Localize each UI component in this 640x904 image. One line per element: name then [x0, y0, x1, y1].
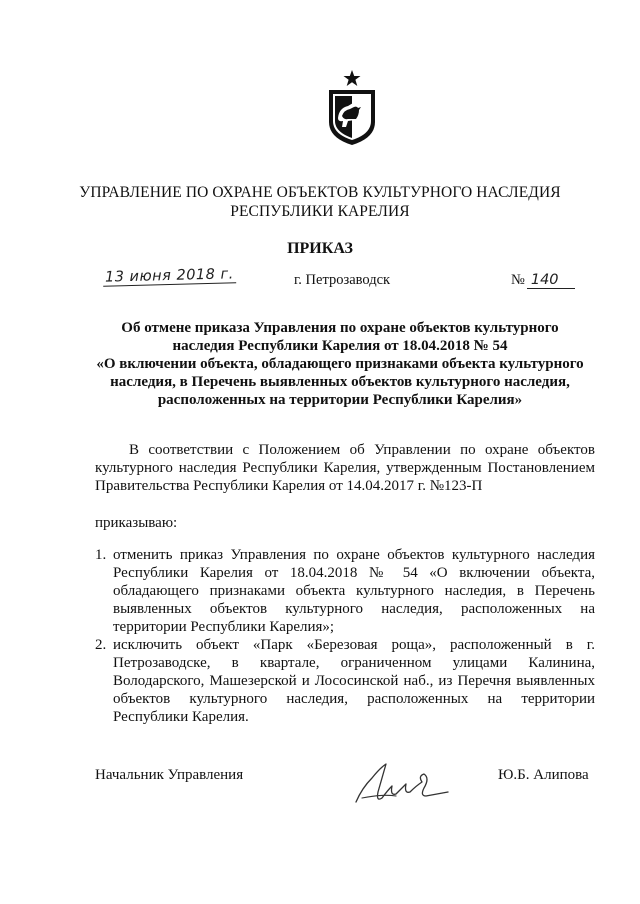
signatory-position: Начальник Управления	[95, 767, 244, 783]
number-label: №	[511, 272, 525, 288]
document-city: г. Петрозаводск	[294, 272, 391, 288]
subject-line: Об отмене приказа Управления по охране объектов культурного	[121, 320, 559, 336]
signatory-name: Ю.Б. Алипова	[498, 767, 589, 783]
list-item	[95, 636, 595, 726]
subject-line: наследия, в Перечень выявленных объектов культурного наследия,	[110, 374, 570, 390]
document-number	[511, 272, 575, 289]
item-text: отменить приказ Управления по охране объектов культурного наследия Республики Карелия от 18.04.2018 № 54 «О включении объекта, обладающего признаками объекта культурного наследия, в Перечень выявленных объектов культурного наследия, расположенных на территории Республики Карелия»;	[113, 547, 595, 635]
item-text: исключить объект «Парк «Березовая роща», расположенный в г. Петрозаводске, в квартале, ограниченном улицами Калинина, Володарского, Машезерской и Лососинской наб., из Перечня выявленных объектов культурного наследия, расположенных на территории Республики Карелия.	[113, 637, 595, 725]
handwritten-signature-icon	[352, 758, 452, 814]
document-date: 13 июня 2018 г.	[103, 266, 236, 286]
order-word: приказываю:	[95, 515, 178, 531]
document-title: ПРИКАЗ	[287, 240, 353, 257]
subject-line: «О включении объекта, обладающего признаками объекта культурного	[96, 356, 584, 372]
document-subject	[70, 319, 610, 409]
organization-header	[0, 183, 640, 221]
subject-line: наследия Республики Карелия от 18.04.2018 № 54	[172, 338, 508, 354]
item-marker: 2.	[95, 637, 107, 653]
order-items	[95, 546, 595, 726]
karelia-coat-of-arms-icon	[326, 70, 378, 146]
item-marker: 1.	[95, 547, 107, 563]
organization-line: УПРАВЛЕНИЕ ПО ОХРАНЕ ОБЪЕКТОВ КУЛЬТУРНОГО НАСЛЕДИЯ	[79, 184, 561, 201]
number-value: 140	[527, 272, 575, 289]
subject-line: расположенных на территории Республики Карелия»	[157, 392, 523, 408]
preamble-paragraph: В соответствии с Положением об Управлении по охране объектов культурного наследия Республики Карелия, утвержденным Постановлением Правительства Республики Карелия от 14.04.2017 г. №123-П	[95, 442, 595, 494]
organization-line: РЕСПУБЛИКИ КАРЕЛИЯ	[230, 203, 410, 220]
list-item	[95, 546, 595, 636]
